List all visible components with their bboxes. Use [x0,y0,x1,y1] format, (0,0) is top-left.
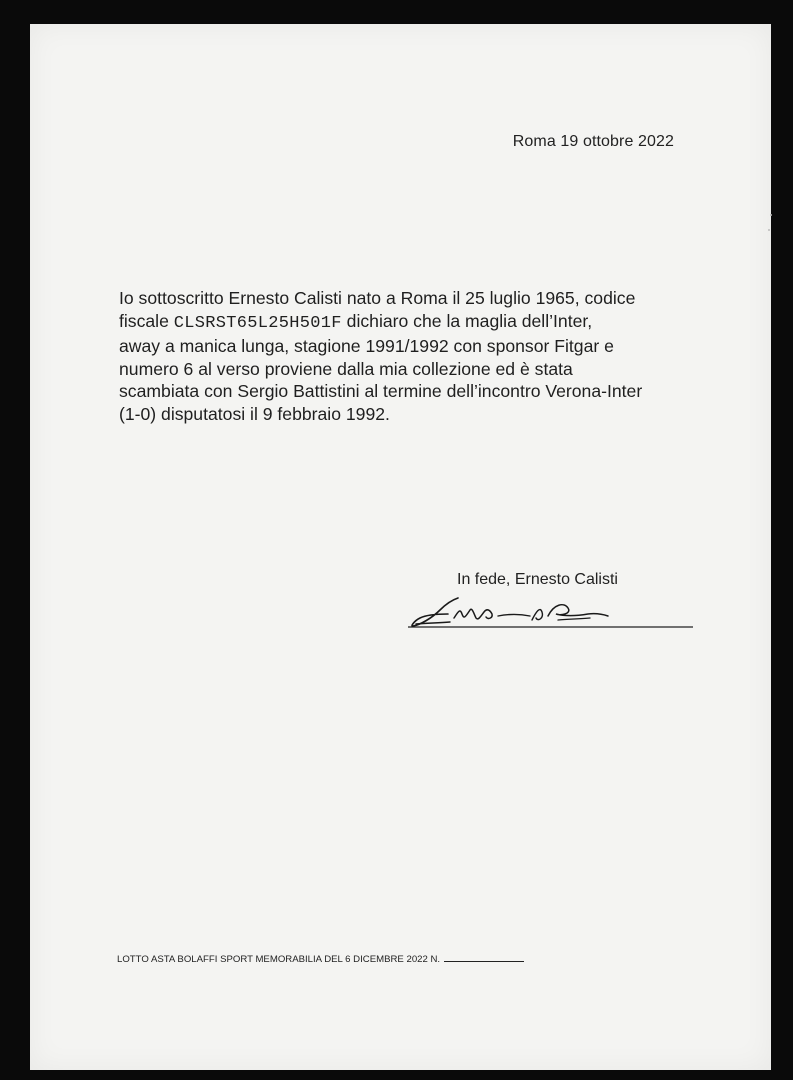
lot-footer [117,952,524,965]
handwritten-signature [408,594,698,634]
body-line-2-prefix: fiscale [119,310,174,331]
body-line-1: Io sottoscritto Ernesto Calisti nato a Roma il 25 luglio 1965, codice [119,288,636,308]
closing-text: In fede, Ernesto Calisti [457,571,618,588]
body-line-6: (1-0) disputatosi il 9 febbraio 1992. [119,403,390,424]
body-line-4: numero 6 al verso proviene dalla mia collezione ed è stata [119,358,573,379]
paper-sheet [30,24,771,1070]
body-line-3: away a manica lunga, stagione 1991/1992 con sponsor Fitgar e [119,336,614,357]
fiscal-code: CLSRST65L25H501F [173,313,342,333]
lot-number-blank [444,952,524,962]
body-line-2 [119,310,749,336]
footer-text: LOTTO ASTA BOLAFFI SPORT MEMORABILIA DEL 6 DICEMBRE 2022 N. [117,954,441,965]
body-line-5: scambiata con Sergio Battistini al termine dell’incontro Verona-Inter [119,381,643,402]
scan-speck [770,214,772,216]
scan-speck [768,229,770,231]
document-date: Roma 19 ottobre 2022 [512,133,674,150]
declaration-body [119,287,749,426]
body-line-2-suffix: dichiaro che la maglia dell’Inter, [341,310,593,331]
